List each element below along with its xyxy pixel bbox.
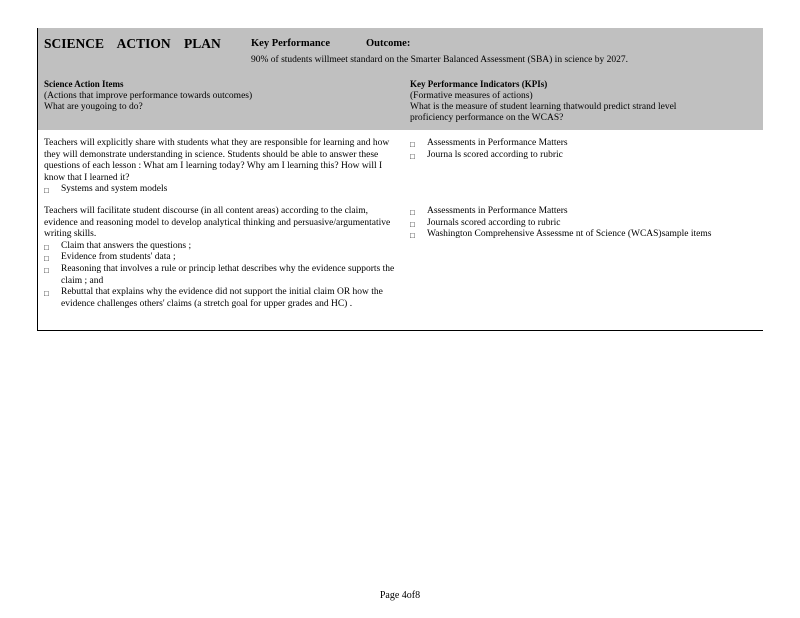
kpi-cell	[410, 138, 760, 161]
list-item: □ Assessments in Performance Matters	[410, 206, 568, 217]
table-row	[38, 130, 763, 200]
action-items-heading	[44, 79, 252, 113]
action-plan-table	[37, 28, 763, 331]
kpi-subtitle: (Formative measures of actions)	[410, 91, 533, 101]
kpi-heading	[410, 79, 676, 124]
bullet-box-icon: □	[410, 231, 415, 241]
bullet-box-icon: □	[410, 208, 415, 217]
bullet-box-icon: □	[410, 151, 415, 161]
action-text: Teachers will facilitate student discourse (in all content areas) according to the claim, evidence and reasoning model to develop analytical thinking and persuasive/argumentative writing skills.	[44, 206, 391, 240]
kpo-label-part2: Outcome:	[366, 38, 411, 49]
bullet-box-icon: □	[44, 289, 49, 299]
list-item: □ Systems and system models	[44, 184, 168, 196]
action-text: Teachers will explicitly share with students what they are responsible for learning and how they will demonstrate understanding in science. Students should be able to answer these questions of each lesson : What am I learning today? Why am I learning this? How will I know that I learned it?	[44, 138, 390, 183]
bullet-box-icon: □	[410, 140, 415, 149]
kpi-question-line2: proficiency performance on the WCAS?	[410, 113, 564, 123]
bullet-box-icon: □	[410, 219, 415, 229]
table-row	[38, 200, 763, 330]
kpo-label	[251, 38, 410, 49]
action-items-title: Science Action Items	[44, 79, 124, 89]
action-cell	[44, 138, 400, 196]
bullet-box-icon: □	[44, 254, 49, 264]
bullet-box-icon: □	[44, 242, 49, 252]
list-item: □ Assessments in Performance Matters	[410, 138, 568, 149]
list-item: □ Washington Comprehensive Assessme nt of Science (WCAS)sample items	[410, 229, 712, 241]
page-title: SCIENCE ACTION PLAN	[44, 36, 221, 51]
list-item: □ Evidence from students' data ;	[44, 252, 176, 264]
action-items-subtitle: (Actions that improve performance towards outcomes)	[44, 91, 253, 101]
bullet-box-icon: □	[44, 186, 49, 196]
kpo-text: 90% of students willmeet standard on the Smarter Balanced Assessment (SBA) in science by 2027.	[251, 55, 629, 65]
list-item: □ Reasoning that involves a rule or princip lethat describes why the evidence supports the claim ; and	[44, 263, 395, 286]
action-cell	[44, 206, 400, 310]
list-item: □ Claim that answers the questions ;	[44, 240, 192, 252]
list-item: □ Journa ls scored according to rubric	[410, 149, 563, 161]
action-items-question: What are yougoing to do?	[44, 102, 143, 112]
kpo-label-part1: Key Performance	[251, 38, 331, 49]
table-header	[38, 28, 763, 130]
list-item: □ Journals scored according to rubric	[410, 217, 561, 229]
kpi-title: Key Performance Indicators (KPIs)	[410, 79, 548, 89]
page-number: Page 4of8	[379, 590, 421, 601]
kpi-cell	[410, 206, 760, 241]
bullet-box-icon: □	[44, 265, 49, 275]
kpi-question-line1: What is the measure of student learning thatwould predict strand level	[410, 102, 677, 112]
list-item: □ Rebuttal that explains why the evidence did not support the initial claim OR how the evidence challenges others' claims (a stretch goal for upper grades and HC) .	[44, 287, 383, 309]
